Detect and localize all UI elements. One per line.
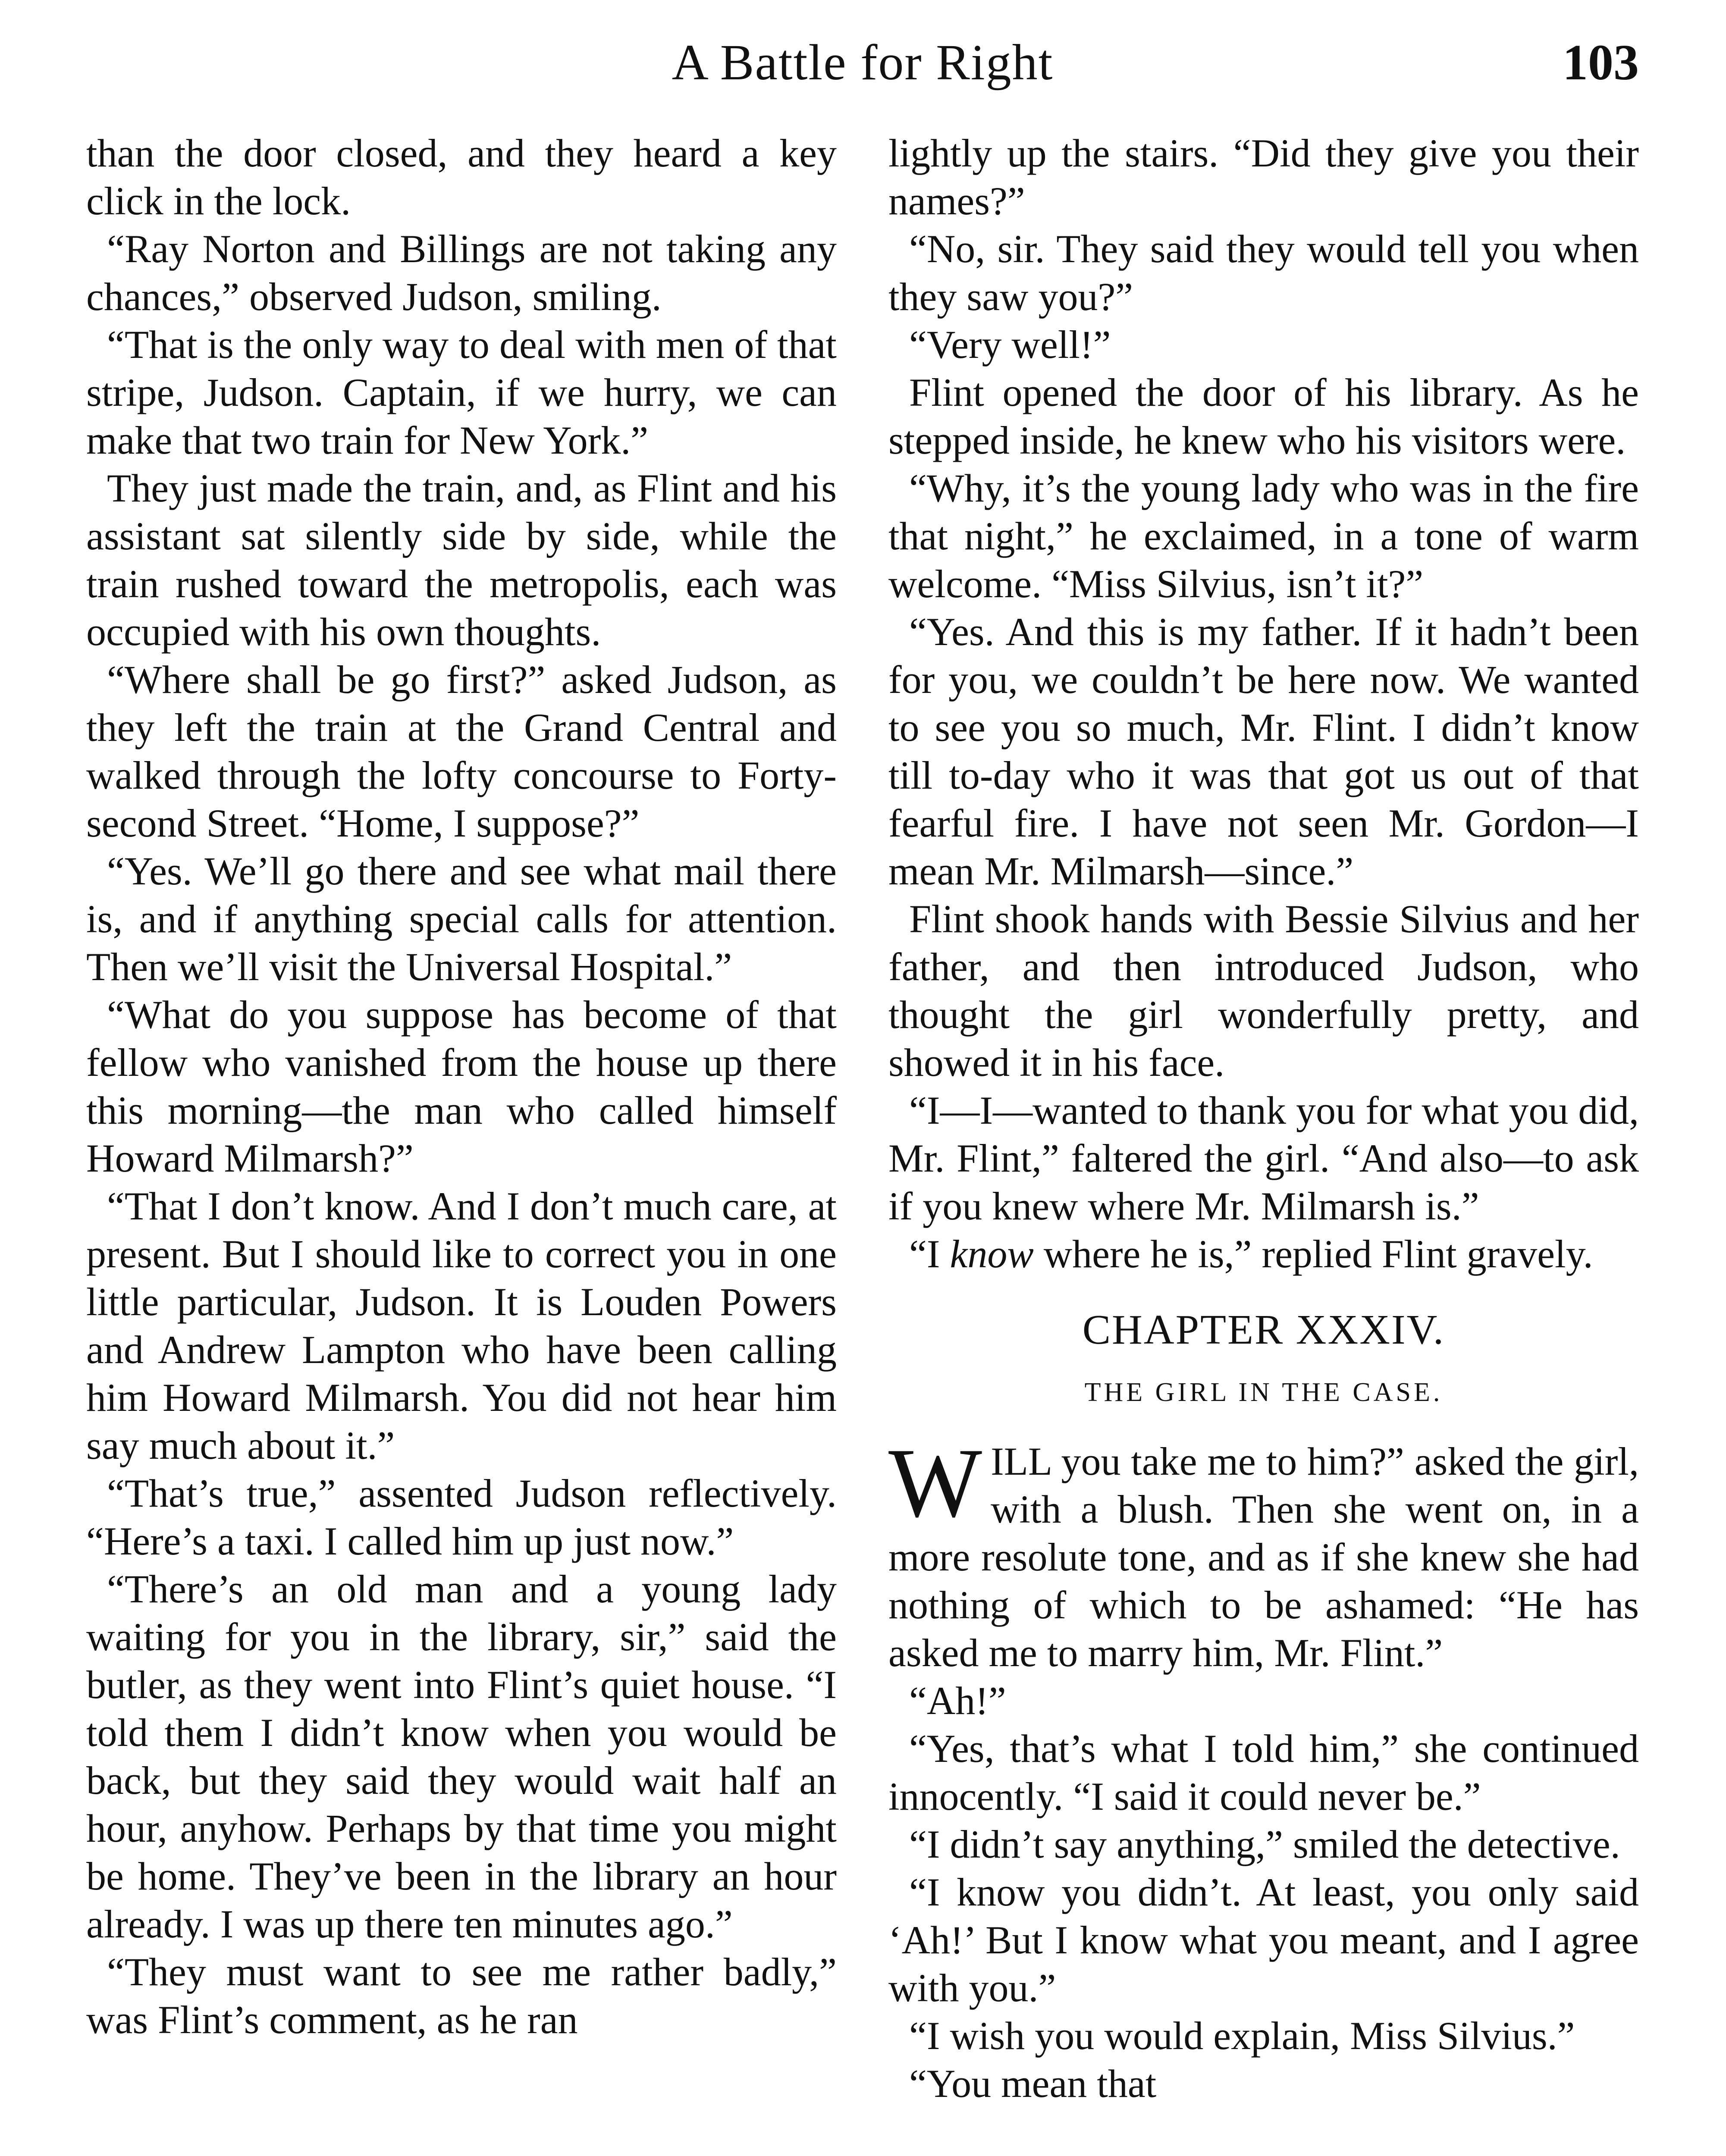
paragraph: Flint opened the door of his library. As he stepped inside, he knew who his visitors were.: [888, 370, 1639, 462]
chapter-subtitle: THE GIRL IN THE CASE.: [1084, 1378, 1443, 1407]
drop-cap: W: [888, 1428, 982, 1538]
paragraph: “You mean that: [909, 2062, 1157, 2106]
paragraph: “What do you suppose has become of that fellow who vanished from the house up there this morning—the man who called himself Howard Milmarsh?”: [86, 993, 837, 1180]
paragraph: “Ray Norton and Billings are not taking any chances,” observed Judson, smiling.: [86, 227, 837, 319]
emphasis-text: know: [950, 1232, 1034, 1276]
paragraph: “Yes, that’s what I told him,” she continued innocently. “I said it could never be.”: [888, 1727, 1639, 1818]
paragraph: “They must want to see me rather badly,” was Flint’s comment, as he ran: [86, 1950, 837, 2042]
paragraph: “I didn’t say anything,” smiled the detective.: [909, 1822, 1620, 1866]
paragraph: “Very well!”: [909, 323, 1111, 367]
text-segment: ILL you take me to him?” asked the girl, with a blush. Then she went on, in a more resolute tone, and as if she knew she had nothing of which to be ashamed: “He has asked me to marry him, Mr. Flint.”: [888, 1439, 1639, 1675]
paragraph: “Why, it’s the young lady who was in the fire that night,” he exclaimed, in a tone of warm welcome. “Miss Silvius, isn’t it?”: [888, 466, 1639, 606]
paragraph: “There’s an old man and a young lady waiting for you in the library, sir,” said the butler, as they went into Flint’s quiet house. “I told them I didn’t know when you would be back, but they said they would wait half an hour, anyhow. Perhaps by that time you might be home. They’ve been in the library an hour already. I was up there ten minutes ago.”: [86, 1567, 837, 1946]
paragraph: “Yes. We’ll go there and see what mail there is, and if anything special calls for attention. Then we’ll visit the Universal Hospital.”: [86, 849, 837, 989]
right-column: [888, 129, 1639, 2156]
paragraph: Flint shook hands with Bessie Silvius and her father, and then introduced Judson, who thought the girl wonderfully pretty, and showed it in his face.: [888, 897, 1639, 1084]
paragraph: than the door closed, and they heard a key click in the lock.: [86, 131, 837, 223]
paragraph: “Yes. And this is my father. If it hadn’t been for you, we couldn’t be here now. We wanted to see you so much, Mr. Flint. I didn’t know till to-day who it was that got us out of that fearful fire. I have not seen Mr. Gordon—I mean Mr. Milmarsh—since.”: [888, 610, 1639, 893]
page-number: 103: [1563, 34, 1639, 91]
paragraph: “That is the only way to deal with men of that stripe, Judson. Captain, if we hurry, we can make that two train for New York.”: [86, 323, 837, 462]
paragraph: They just made the train, and, as Flint and his assistant sat silently side by side, while the train rushed toward the metropolis, each was occupied with his own thoughts.: [86, 466, 837, 654]
running-head: [86, 30, 1639, 95]
chapter-opening-paragraph: [888, 1428, 1639, 1677]
paragraph: “No, sir. They said they would tell you when they saw you?”: [888, 227, 1639, 319]
paragraph: “I—I—wanted to thank you for what you did, Mr. Flint,” faltered the girl. “And also—to ask if you knew where Mr. Milmarsh is.”: [888, 1088, 1639, 1228]
paragraph: “Ah!”: [909, 1679, 1006, 1723]
text-segment: where he is,” replied Flint gravely.: [1033, 1232, 1593, 1276]
paragraph: “Where shall be go first?” asked Judson, as they left the train at the Grand Central and walked through the lofty concourse to Forty-second Street. “Home, I suppose?”: [86, 658, 837, 845]
chapter-heading: CHAPTER XXXIV.: [1082, 1307, 1445, 1353]
paragraph: “I wish you would explain, Miss Silvius.”: [909, 2014, 1575, 2058]
paragraph: “I know you didn’t. At least, you only said ‘Ah!’ But I know what you meant, and I agree with you.”: [888, 1870, 1639, 2010]
paragraph-know: [888, 1230, 1639, 1278]
running-title: A Battle for Right: [672, 34, 1054, 91]
paragraph: “That I don’t know. And I don’t much care, at present. But I should like to correct you in one little particular, Judson. It is Louden Powers and Andrew Lampton who have been calling him Howard Milmarsh. You did not hear him say much about it.”: [86, 1184, 837, 1467]
paragraph: “That’s true,” assented Judson reflectively. “Here’s a taxi. I called him up just now.”: [86, 1471, 837, 1563]
text-segment: “I: [909, 1232, 950, 1276]
left-column: [86, 129, 837, 2156]
paragraph: lightly up the stairs. “Did they give you their names?”: [888, 131, 1639, 223]
